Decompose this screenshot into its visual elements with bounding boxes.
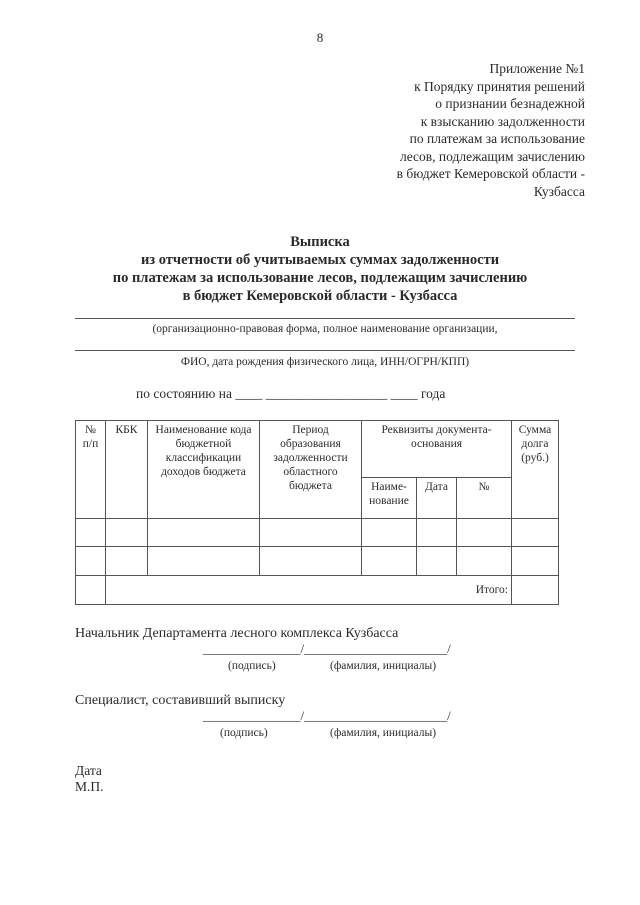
appendix-note xyxy=(350,60,585,200)
person-line xyxy=(75,350,575,351)
table-cell xyxy=(362,519,417,547)
specialist-role: Специалист, составивший выписку xyxy=(75,693,286,708)
total-row xyxy=(76,576,559,605)
header-period: Период образования задолженности областного бюджета xyxy=(260,421,362,519)
table-cell xyxy=(512,547,559,576)
table-cell xyxy=(148,547,260,576)
table-cell xyxy=(457,547,512,576)
appendix-line: к взысканию задолженности xyxy=(420,113,585,129)
header-code-name: Наименование кода бюджетной классификации доходов бюджета xyxy=(148,421,260,519)
person-caption: ФИО, дата рождения физического лица, ИНН/ОГРН/КПП) xyxy=(180,356,470,368)
stamp-label: М.П. xyxy=(75,779,104,794)
table-cell xyxy=(260,519,362,547)
specialist-sign-line: _______________/______________________/ xyxy=(203,708,451,723)
appendix-line: в бюджет Кемеровской области - xyxy=(396,166,585,181)
specialist-name-label: (фамилия, инициалы) xyxy=(330,727,437,739)
header-req-date: Дата xyxy=(417,478,457,519)
head-name-label: (фамилия, инициалы) xyxy=(330,660,437,672)
head-sign-label: (подпись) xyxy=(228,660,276,672)
appendix-line: по платежам за использование xyxy=(409,131,585,146)
title-line: в бюджет Кемеровской области - Кузбасса xyxy=(182,288,458,304)
header-req-num: № xyxy=(457,478,512,519)
table-cell xyxy=(148,519,260,547)
table-cell xyxy=(106,519,148,547)
header-num: № п/п xyxy=(76,421,106,519)
table-cell xyxy=(76,547,106,576)
table-row xyxy=(76,519,559,547)
head-role: Начальник Департамента лесного комплекса Кузбасса xyxy=(75,626,399,641)
appendix-line: лесов, подлежащим зачислению xyxy=(399,148,585,164)
title-line: Выписка xyxy=(290,234,350,250)
table-cell xyxy=(362,547,417,576)
org-name-line xyxy=(75,318,575,319)
header-requisites: Реквизиты документа-основания xyxy=(362,421,512,478)
header-sum: Сумма долга (руб.) xyxy=(512,421,559,519)
head-sign-line: _______________/______________________/ xyxy=(203,641,451,656)
document-title xyxy=(60,233,580,305)
table-cell xyxy=(76,519,106,547)
table-cell xyxy=(417,519,457,547)
table-cell xyxy=(417,547,457,576)
table-cell xyxy=(76,576,106,605)
appendix-line: Кузбасса xyxy=(533,183,585,199)
table-cell xyxy=(260,547,362,576)
table-row xyxy=(76,547,559,576)
status-date-line: по состоянию на ____ __________________ ____ года xyxy=(136,386,446,401)
org-caption: (организационно-правовая форма, полное наименование организации, xyxy=(152,323,498,335)
table-cell xyxy=(106,547,148,576)
table-cell xyxy=(512,519,559,547)
header-req-name: Наиме-нование xyxy=(362,478,417,519)
appendix-line: к Порядку принятия решений xyxy=(414,78,585,94)
title-line: из отчетности об учитываемых суммах задолженности xyxy=(140,252,500,268)
debt-table xyxy=(75,420,559,605)
specialist-sign-label: (подпись) xyxy=(220,727,268,739)
appendix-line: Приложение №1 xyxy=(489,61,585,76)
page-number: 8 xyxy=(316,30,324,45)
date-label: Дата xyxy=(75,763,102,778)
title-line: по платежам за использование лесов, подлежащим зачислению xyxy=(112,270,528,286)
table-cell xyxy=(457,519,512,547)
header-kbk: КБК xyxy=(106,421,148,519)
appendix-line: о признании безнадежной xyxy=(435,96,585,111)
total-label: Итого: xyxy=(106,576,512,605)
total-sum-cell xyxy=(512,576,559,605)
